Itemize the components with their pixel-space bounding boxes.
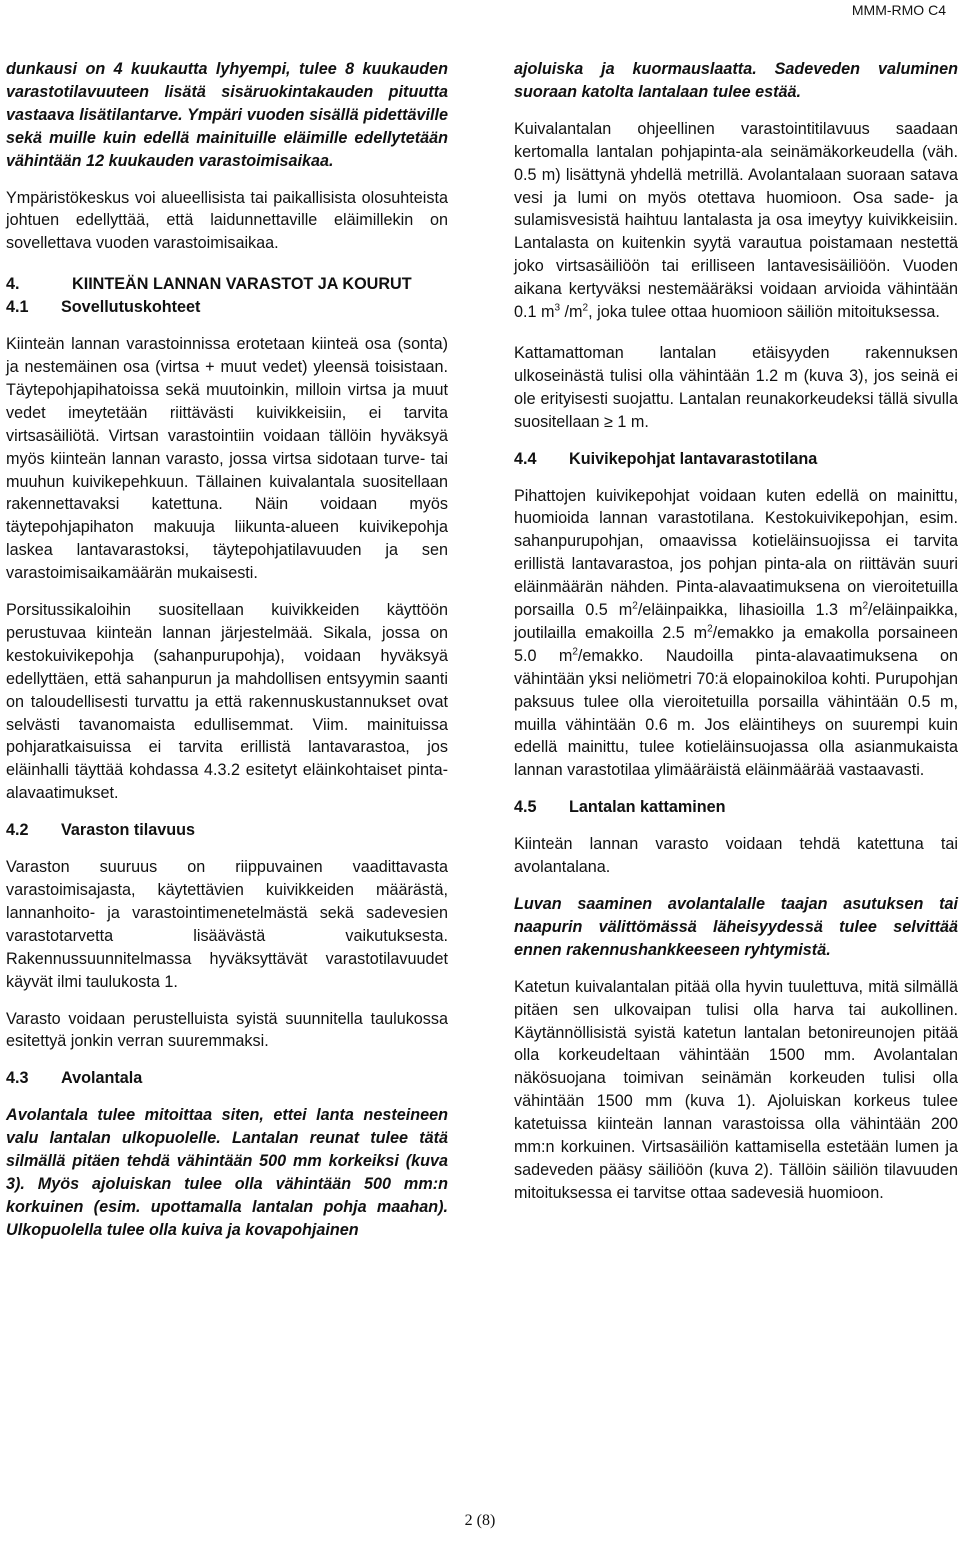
superscript-2: 2: [862, 600, 868, 612]
section-4-4-number: 4.4: [514, 449, 537, 468]
section-4-4-paragraph: [514, 485, 958, 783]
kuivalantala-paragraph: [514, 118, 958, 324]
ymparistokeskus-paragraph: Ympäristökeskus voi alueellisista tai paikallisista olosuhteista johtuen edellyttää, että laidunnettaville eläimillekin on sovellettava vuoden varastoimisaikaa.: [6, 188, 448, 253]
kuivikepohja-text-c: /eläinpaikka, joutilailla emakoilla 2.5 m: [514, 601, 958, 642]
kattamaton-lantala-paragraph: Kattamattoman lantalan etäisyyden rakennuksen ulkoseinästä tulisi olla vähintään 1.2 m (kuva 3), jos seinä ei ole erityisesti suojattu. Lantalan reunakorkeudeksi tällä sivulla suositellaan ≥ 1 m.: [514, 343, 958, 431]
section-4-3-heading: [6, 1067, 448, 1090]
section-4-heading: [6, 273, 448, 296]
section-4-2-number: 4.2: [6, 821, 29, 840]
document-id: MMM-RMO C4: [851, 2, 946, 18]
section-4-5-heading: [514, 796, 958, 819]
section-4-2-heading: [6, 819, 448, 842]
superscript-2: 2: [632, 600, 638, 612]
superscript-2: 2: [707, 623, 713, 635]
section-4-1-title: Sovellutuskohteet: [61, 298, 201, 317]
section-4-3-number: 4.3: [6, 1069, 29, 1088]
kuivikepohja-text-e: /emakko. Naudoilla pinta-alavaatimuksena on vähintään yksi neliömetri 70:ä elopainokiloa kohti. Purupohjan paksuus tulee olla vieroitetuilla porsailla vähintään 0.5 m, muilla vähintään 0.6 m. Jos eläintiheys on suurempi kuin edellä mainittu, tulee kotieläinsuojassa olla asianmukaista lannan varastotilaa ylimääräistä eläinmäärää vastaavasti.: [514, 646, 958, 780]
porsitussikalat-paragraph: Porsitussikaloihin suositellaan kuivikkeiden käyttöön perustuvaa kiinteän lannan järjestelmää. Sikala, jossa on kestokuivikepohja (sahanpurupohja), voidaan hyväksyä edellyttäen, että sahanpurun ja mahdollisen entsyymin saanti on taloudellisesti turvattu ja että rakennuskustannukset ovat selvästi tavanomaista edullisemmat. Viim. mainituissa pohjaratkaisuissa ei tarvita erillistä lantavarastoa, jos eläinhalli täyttää kohdassa 4.3.2 esitetyt eläinkohtaiset pinta-alavaatimukset.: [6, 601, 448, 803]
kuivikepohja-text-a: Pihattojen kuivikepohjat voidaan kuten edellä on mainittu, huomioida lannan varastotilana. Kestokuivikepohjan, esim. sahanpurupohjan, omaavissa kotieläinsuojissa ei tarvita erillistä lantavarastoa, jos pohjan pinta-ala on riittävän suuri eläinmäärän nähden. Pinta-alavaatimuksena on vieroitetuilla porsailla 0.5 m: [514, 486, 958, 620]
section-4-1-heading: [6, 296, 448, 319]
right-column: [514, 58, 958, 1219]
section-4-3-emphasis-paragraph: Avolantala tulee mitoittaa siten, ettei lanta nesteineen valu lantalan ulkopuolelle. Lantalan reunat tulee tätä silmällä pitäen tehdä vähintään 500 mm korkeiksi (kuva 3). Myös ajoluiskan tulee olla vähintään 500 mm:n korkuinen (esim. upottamalla lantalan pohja maahan). Ulkopuolella tulee olla kuiva ja kovapohjainen: [6, 1106, 448, 1239]
kuivalantala-text-b: /m: [560, 303, 583, 322]
section-4-5-title: Lantalan kattaminen: [569, 798, 726, 817]
page-number: 2 (8): [464, 1512, 496, 1529]
section-4-1-paragraph: Kiinteän lannan varastoinnissa erotetaan kiinteä osa (sonta) ja nestemäinen osa (virtsa + muut vedet) yleensä toisistaan. Täytepohjapihatoissa sekä muutoinkin, milloin virtsa ja muut vedet imeytetään riittävästi kuivikkeisiin, ei tarvita virtsasäiliötä. Virtsan varastointiin voidaan tällöin hyväksyä myös kiinteän lannan varasto, jossa virtsa sidotaan turve- tai muuhun kuivikepehkuun. Tällainen kuivalantala suositellaan rakennettavaksi katettuna. Näin voidaan myös täytepohjapihaton makuuja liikunta-alueen kuivikepohja laskea lantavarastoksi, täytepohjatilavuuden ja sen varastoimisaikamäärän mukaisesti.: [6, 335, 448, 583]
continued-emphasis-paragraph: ajoluiska ja kuormauslaatta. Sadeveden valuminen suoraan katolta lantalaan tulee estää.: [514, 60, 958, 101]
superscript-2: 2: [582, 302, 589, 314]
section-4-5-paragraph-b: Katetun kuivalantalan pitää olla hyvin tuulettuva, mitä silmällä pitäen sen ulkovaipan tulisi olla harva tai aukollinen. Käytännöllisistä syistä katetun lantalan betonireunojen pitää olla korkeudeltaan vähintään 1500 mm. Avolantalan näkösuojana toimivan seinämän korkeuden tulisi olla vähintään 1500 mm (kuva 1). Ajoluiskan korkeus tulee katetuissa kiinteän lannan varastoissa olla vähintään 200 mm:n korkuinen. Virtsasäiliön kattamisella estetään lumen ja sadeveden pääsy säiliöön (kuva 2). Tällöin säiliön tilavuuden mitoituksessa ei tarvitse ottaa sadevesiä huomioon.: [514, 977, 958, 1202]
kuivalantala-text-a: Kuivalantalan ohjeellinen varastointitilavuus saadaan kertomalla lantalan pohjapinta-ala seinämäkorkeudella (väh. 0.5 m) lisättynä yhdellä metrillä. Avolantalaan suoraan satava vesi ja lumi on myös otettava huomioon. Osa sade- ja sulamisvesistä haihtuu lantalasta ja osa imeytyy kuivikkeisiin. Lantalasta on kuitenkin syytä varautua poistamaan nestettä joko virtsasäiliöön tai erilliseen lantavesisäiliöön. Vuoden aikana kertyväksi nestemääräksi voidaan arvioida vähintään 0.1 m: [514, 119, 958, 322]
kuivalantala-text-c: , joka tulee ottaa huomioon säiliön mitoituksessa.: [588, 303, 940, 322]
section-4-5-number: 4.5: [514, 798, 537, 817]
intro-emphasis-paragraph: dunkausi on 4 kuukautta lyhyempi, tulee 8 kuukauden varastotilavuuteen lisätä sisäruokintakauden pituutta vastaava lisätilantarve. Ympäri vuoden sisällä pidettäville sekä muille kuin edellä mainituille eläimille edellytetään vähintään 12 kuukauden varastoimisaikaa.: [6, 60, 448, 170]
section-4-5-emphasis-paragraph: Luvan saaminen avolantalalle taajan asutuksen tai naapurin välittömässä läheisyydessä tulee selvittää ennen rakennushankkeeseen ryhtymistä.: [514, 895, 958, 959]
kuivikepohja-text-b: /eläinpaikka, lihasioilla 1.3 m: [637, 601, 863, 620]
section-4-2-title: Varaston tilavuus: [61, 821, 196, 840]
section-4-3-title: Avolantala: [61, 1069, 143, 1088]
section-4-4-heading: [514, 448, 958, 471]
section-4-2-paragraph-a: Varaston suuruus on riippuvainen vaadittavasta varastoimisajasta, käytettävien kuivikkeiden määrästä, lannanhoito- ja varastointimenetelmästä sekä sadevesien varastotarvetta lisäävästä vaikutuksesta. Rakennussuunnitelmassa hyväksyttävät varastotilavuudet käyvät ilmi taulukosta 1.: [6, 858, 448, 991]
section-4-5-paragraph-a: Kiinteän lannan varasto voidaan tehdä katettuna tai avolantalana.: [514, 835, 958, 877]
kuivikepohja-text-d: /emakko ja emakolla porsaineen 5.0 m: [514, 623, 958, 665]
section-4-title: KIINTEÄN LANNAN VARASTOT JA KOURUT: [72, 275, 412, 294]
section-4-1-number: 4.1: [6, 298, 29, 317]
section-4-2-paragraph-b: Varasto voidaan perustelluista syistä suunnitella taulukossa esitettyä jonkin verran suuremmaksi.: [6, 1009, 448, 1051]
superscript-2: 2: [572, 646, 578, 658]
section-4-4-title: Kuivikepohjat lantavarastotilana: [569, 449, 818, 468]
section-4-number: 4.: [6, 275, 20, 294]
left-column: [6, 58, 448, 1256]
superscript-3: 3: [554, 302, 561, 314]
